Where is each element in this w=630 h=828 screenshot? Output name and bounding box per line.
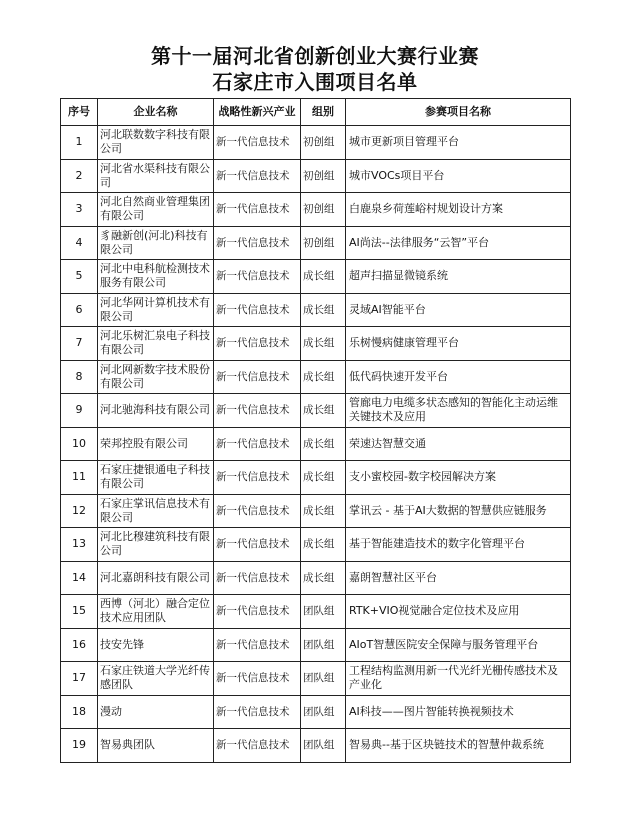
table-row — [61, 662, 571, 696]
group-cell: 团队组 — [301, 628, 346, 662]
company-name-cell: 河北驰海科技有限公司 — [98, 394, 214, 428]
company-name-cell: 智易典团队 — [98, 729, 214, 763]
project-name-cell: 白鹿泉乡荷莲峪村规划设计方案 — [346, 193, 571, 227]
company-name-cell: 河北省水渠科技有限公司 — [98, 159, 214, 193]
company-name-cell: 河北中电科航检测技术服务有限公司 — [98, 260, 214, 294]
table-row — [61, 461, 571, 495]
project-list-table — [60, 98, 571, 763]
table-row — [61, 159, 571, 193]
group-cell: 初创组 — [301, 193, 346, 227]
group-cell: 成长组 — [301, 360, 346, 394]
project-name-cell: 超声扫描显微镜系统 — [346, 260, 571, 294]
row-number-cell: 3 — [61, 193, 98, 227]
project-name-cell: 基于智能建造技术的数字化管理平台 — [346, 528, 571, 562]
table-row — [61, 729, 571, 763]
company-name-cell: 河北自然商业管理集团有限公司 — [98, 193, 214, 227]
project-name-cell: 低代码快速开发平台 — [346, 360, 571, 394]
table-row — [61, 193, 571, 227]
project-name-cell: 工程结构监测用新一代光纤光栅传感技术及产业化 — [346, 662, 571, 696]
company-name-cell: 漫动 — [98, 695, 214, 729]
industry-cell: 新一代信息技术 — [214, 394, 301, 428]
group-cell: 初创组 — [301, 126, 346, 160]
row-number-cell: 15 — [61, 595, 98, 629]
company-name-cell: 豸融新创(河北)科技有限公司 — [98, 226, 214, 260]
group-cell: 团队组 — [301, 595, 346, 629]
header-no: 序号 — [61, 99, 98, 126]
industry-cell: 新一代信息技术 — [214, 595, 301, 629]
row-number-cell: 2 — [61, 159, 98, 193]
table-body — [61, 126, 571, 763]
group-cell: 成长组 — [301, 427, 346, 461]
industry-cell: 新一代信息技术 — [214, 494, 301, 528]
industry-cell: 新一代信息技术 — [214, 695, 301, 729]
group-cell: 成长组 — [301, 528, 346, 562]
industry-cell: 新一代信息技术 — [214, 461, 301, 495]
group-cell: 成长组 — [301, 394, 346, 428]
industry-cell: 新一代信息技术 — [214, 327, 301, 361]
industry-cell: 新一代信息技术 — [214, 561, 301, 595]
table-row — [61, 226, 571, 260]
industry-cell: 新一代信息技术 — [214, 427, 301, 461]
project-name-cell: 城市更新项目管理平台 — [346, 126, 571, 160]
company-name-cell: 河北乐树汇泉电子科技有限公司 — [98, 327, 214, 361]
industry-cell: 新一代信息技术 — [214, 729, 301, 763]
project-name-cell: 支小蜜校园-数字校园解决方案 — [346, 461, 571, 495]
table-row — [61, 327, 571, 361]
table-row — [61, 360, 571, 394]
row-number-cell: 13 — [61, 528, 98, 562]
group-cell: 团队组 — [301, 662, 346, 696]
table-row — [61, 561, 571, 595]
project-name-cell: AI尚法--法律服务“云智”平台 — [346, 226, 571, 260]
industry-cell: 新一代信息技术 — [214, 293, 301, 327]
table-row — [61, 260, 571, 294]
document-title: 第十一届河北省创新创业大赛行业赛 — [151, 44, 479, 68]
industry-cell: 新一代信息技术 — [214, 226, 301, 260]
project-name-cell: AIoT智慧医院安全保障与服务管理平台 — [346, 628, 571, 662]
project-name-cell: 管廊电力电缆多状态感知的智能化主动运维关键技术及应用 — [346, 394, 571, 428]
project-name-cell: 灵域AI智能平台 — [346, 293, 571, 327]
document-subtitle: 石家庄市入围项目名单 — [212, 70, 418, 94]
company-name-cell: 技安先锋 — [98, 628, 214, 662]
row-number-cell: 6 — [61, 293, 98, 327]
industry-cell: 新一代信息技术 — [214, 528, 301, 562]
header-industry: 战略性新兴产业 — [214, 99, 301, 126]
header-group: 组别 — [301, 99, 346, 126]
row-number-cell: 16 — [61, 628, 98, 662]
industry-cell: 新一代信息技术 — [214, 662, 301, 696]
group-cell: 初创组 — [301, 226, 346, 260]
project-name-cell: AI科技——图片智能转换视频技术 — [346, 695, 571, 729]
row-number-cell: 18 — [61, 695, 98, 729]
company-name-cell: 河北嘉朗科技有限公司 — [98, 561, 214, 595]
industry-cell: 新一代信息技术 — [214, 159, 301, 193]
header-project: 参赛项目名称 — [346, 99, 571, 126]
group-cell: 成长组 — [301, 327, 346, 361]
row-number-cell: 7 — [61, 327, 98, 361]
row-number-cell: 4 — [61, 226, 98, 260]
group-cell: 成长组 — [301, 260, 346, 294]
row-number-cell: 11 — [61, 461, 98, 495]
group-cell: 成长组 — [301, 494, 346, 528]
table-row — [61, 595, 571, 629]
table-row — [61, 494, 571, 528]
project-name-cell: 乐树慢病健康管理平台 — [346, 327, 571, 361]
row-number-cell: 1 — [61, 126, 98, 160]
industry-cell: 新一代信息技术 — [214, 260, 301, 294]
row-number-cell: 14 — [61, 561, 98, 595]
group-cell: 初创组 — [301, 159, 346, 193]
table-row — [61, 695, 571, 729]
table-row — [61, 628, 571, 662]
table-row — [61, 394, 571, 428]
project-name-cell: 城市VOCs项目平台 — [346, 159, 571, 193]
table-row — [61, 293, 571, 327]
project-name-cell: 嘉朗智慧社区平台 — [346, 561, 571, 595]
industry-cell: 新一代信息技术 — [214, 360, 301, 394]
table-row — [61, 126, 571, 160]
row-number-cell: 10 — [61, 427, 98, 461]
row-number-cell: 17 — [61, 662, 98, 696]
group-cell: 成长组 — [301, 461, 346, 495]
project-name-cell: 掌讯云 - 基于AI大数据的智慧供应链服务 — [346, 494, 571, 528]
group-cell: 团队组 — [301, 695, 346, 729]
industry-cell: 新一代信息技术 — [214, 126, 301, 160]
industry-cell: 新一代信息技术 — [214, 628, 301, 662]
project-name-cell: RTK+VIO视觉融合定位技术及应用 — [346, 595, 571, 629]
group-cell: 成长组 — [301, 293, 346, 327]
table-row — [61, 427, 571, 461]
row-number-cell: 19 — [61, 729, 98, 763]
project-name-cell: 智易典--基于区块链技术的智慧仲裁系统 — [346, 729, 571, 763]
table-row — [61, 528, 571, 562]
company-name-cell: 河北联数数字科技有限公司 — [98, 126, 214, 160]
industry-cell: 新一代信息技术 — [214, 193, 301, 227]
row-number-cell: 5 — [61, 260, 98, 294]
company-name-cell: 石家庄捷银通电子科技有限公司 — [98, 461, 214, 495]
group-cell: 团队组 — [301, 729, 346, 763]
company-name-cell: 石家庄掌讯信息技术有限公司 — [98, 494, 214, 528]
row-number-cell: 8 — [61, 360, 98, 394]
row-number-cell: 9 — [61, 394, 98, 428]
company-name-cell: 河北华网计算机技术有限公司 — [98, 293, 214, 327]
table-header-row — [61, 99, 571, 126]
company-name-cell: 石家庄铁道大学光纤传感团队 — [98, 662, 214, 696]
company-name-cell: 西博（河北）融合定位技术应用团队 — [98, 595, 214, 629]
header-company: 企业名称 — [98, 99, 214, 126]
row-number-cell: 12 — [61, 494, 98, 528]
group-cell: 成长组 — [301, 561, 346, 595]
company-name-cell: 河北比穆建筑科技有限公司 — [98, 528, 214, 562]
company-name-cell: 荣邦控股有限公司 — [98, 427, 214, 461]
company-name-cell: 河北网新数字技术股份有限公司 — [98, 360, 214, 394]
project-name-cell: 荣速达智慧交通 — [346, 427, 571, 461]
